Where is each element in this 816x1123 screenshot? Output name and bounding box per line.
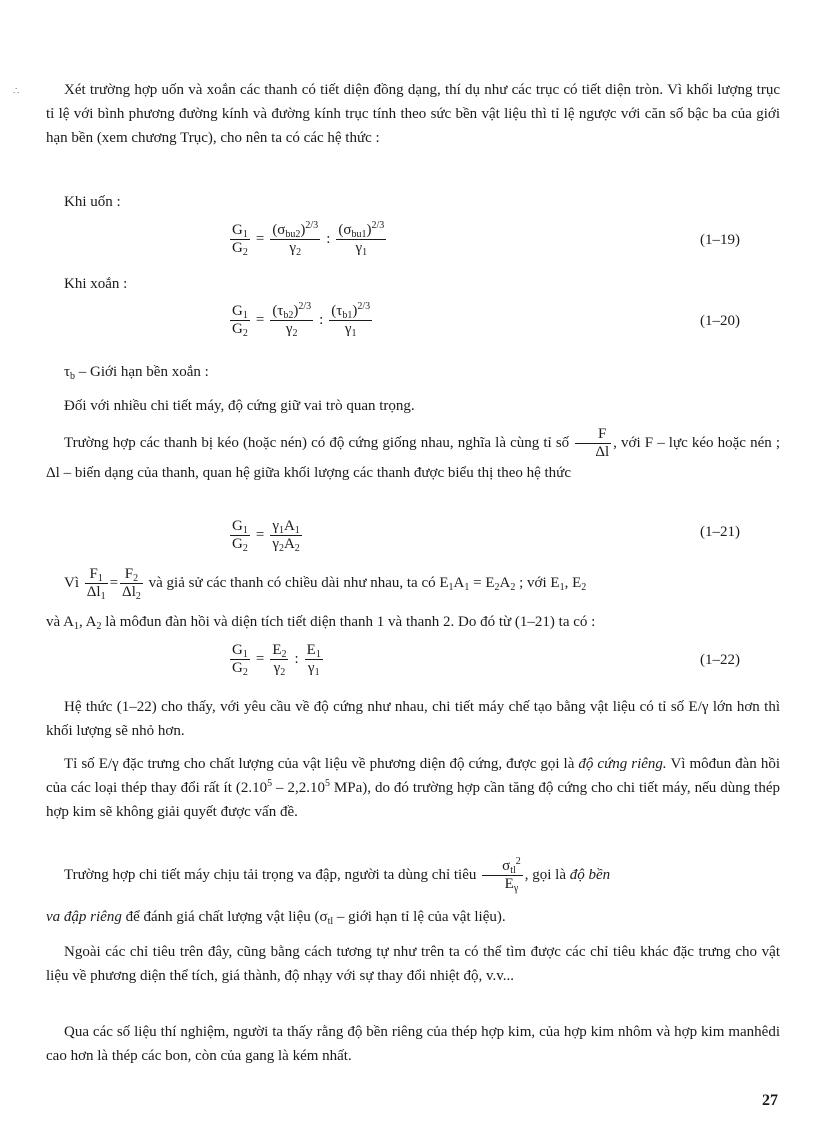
page-number: 27 — [762, 1092, 778, 1109]
paragraph-modulus-cont: và $A_1$, $A_2$ là môđun đàn hồi và diện tích tiết diện thanh 1 và thanh 2. Do đó từ (1–21) ta có : — [46, 614, 596, 632]
label-bending: Khi uốn : — [64, 194, 121, 210]
paragraph-impact: Trường hợp chi tiết máy chịu tải trọng va đập, người ta dùng chỉ tiêu $\frac{\sigma_{tl}^2}{E_\gamma}$ , gọi là độ bền — [64, 856, 611, 894]
tau-definition: $\tau_b$ – Giới hạn bền xoắn : — [64, 364, 209, 382]
equation-1-19: $\frac{G_1}{G_2}$ = $\frac{(\sigma_{bu2})^{2/3}}{\gamma_2}$ : $\frac{(\sigma_{bu1})^{2/3}}{\gamma_1}$ — [232, 219, 385, 258]
label-torsion: Khi xoắn : — [64, 276, 128, 292]
paragraph-conclusion: Qua các số liệu thí nghiệm, người ta thấy rằng độ bền riêng của thép hợp kim, của hợp kim nhôm và hợp kim manhêdi cao hơn là thép các bon, còn của gang là kém nhất. — [46, 1024, 780, 1064]
paragraph-ratio: Hệ thức (1–22) cho thấy, với yêu cầu về độ cứng như nhau, chi tiết máy chế tạo bằng vật liệu có tỉ số E/γ lớn hơn thì khối lượng sẽ nhỏ hơn. — [46, 699, 780, 739]
equation-number-1-21: (1–21) — [700, 524, 740, 540]
equation-number-1-22: (1–22) — [700, 652, 740, 668]
paragraph-intro: Xét trường hợp uốn và xoắn các thanh có tiết diện đồng dạng, thí dụ như các trục có tiết diện tròn. Vì khối lượng trục tỉ lệ với bình phương đường kính và đường kính trục tính theo sức bền vật liệu thì tỉ lệ ngược với căn số bậc ba của giới hạn bền (xem chương Trục), cho nên ta có các hệ thức : — [46, 82, 780, 146]
equation-1-21: $\frac{G_1}{G_2}$ = $\frac{\gamma_1A_1}{\gamma_2A_2}$ — [232, 517, 300, 554]
equation-number-1-19: (1–19) — [700, 232, 740, 248]
paragraph-tension: Trường hợp các thanh bị kéo (hoặc nén) có độ cứng giống nhau, nghĩa là cùng tỉ số $\frac{F}{\Delta l}$ , với F – lực kéo hoặc nén ; Δl – biến dạng của thanh, quan hệ giữa khối lượng các thanh được biểu thị theo hệ thức — [46, 426, 781, 481]
equation-1-22: $\frac{G_1}{G_2}$ = $\frac{E_2}{\gamma_2}$ : $\frac{E_1}{\gamma_1}$ — [232, 641, 321, 678]
scan-mark: ∴ — [13, 86, 20, 97]
equation-number-1-20: (1–20) — [700, 313, 740, 329]
paragraph-stiffness: Đối với nhiều chi tiết máy, độ cứng giữ vai trò quan trọng. — [64, 398, 415, 414]
paragraph-specific-stiffness: Tỉ số E/γ đặc trưng cho chất lượng của vật liệu về phương diện độ cứng, được gọi là độ cứng riêng. Vì môđun đàn hồi của các loại thép thay đổi rất ít (2.10$^5$ – 2,2.10$^5$ MPa), do đó trường hợp cần tăng độ cứng cho chi tiết máy, nếu dùng thép hợp kim sẽ không giải quyết được vấn đề. — [46, 756, 780, 820]
equation-1-20: $\frac{G_1}{G_2}$ = $\frac{(\tau_{b2})^{2/3}}{\gamma_2}$ : $\frac{(\tau_{b1})^{2/3}}{\gamma_1}$ — [232, 300, 371, 339]
paragraph-other-criteria: Ngoài các chỉ tiêu trên đây, cũng bằng cách tương tự như trên ta có thể tìm được các chỉ tiêu khác đặc trưng cho vật liệu về phương diện thể tích, giá thành, độ nhạy với sự thay đổi nhiệt độ, v.v... — [46, 944, 780, 984]
paragraph-modulus: Vì $\frac{F_1}{\Delta l_1}$ = $\frac{F_2}{\Delta l_2}$ và giả sử các thanh có chiều dài như nhau, ta có $E_1A_1 = E_2A_2$ ; với $E_1$, $E_2$ — [64, 566, 587, 602]
paragraph-impact-cont: va đập riêng để đánh giá chất lượng vật liệu ($\sigma_{tl}$ – giới hạn tỉ lệ của vật liệu). — [46, 909, 506, 927]
